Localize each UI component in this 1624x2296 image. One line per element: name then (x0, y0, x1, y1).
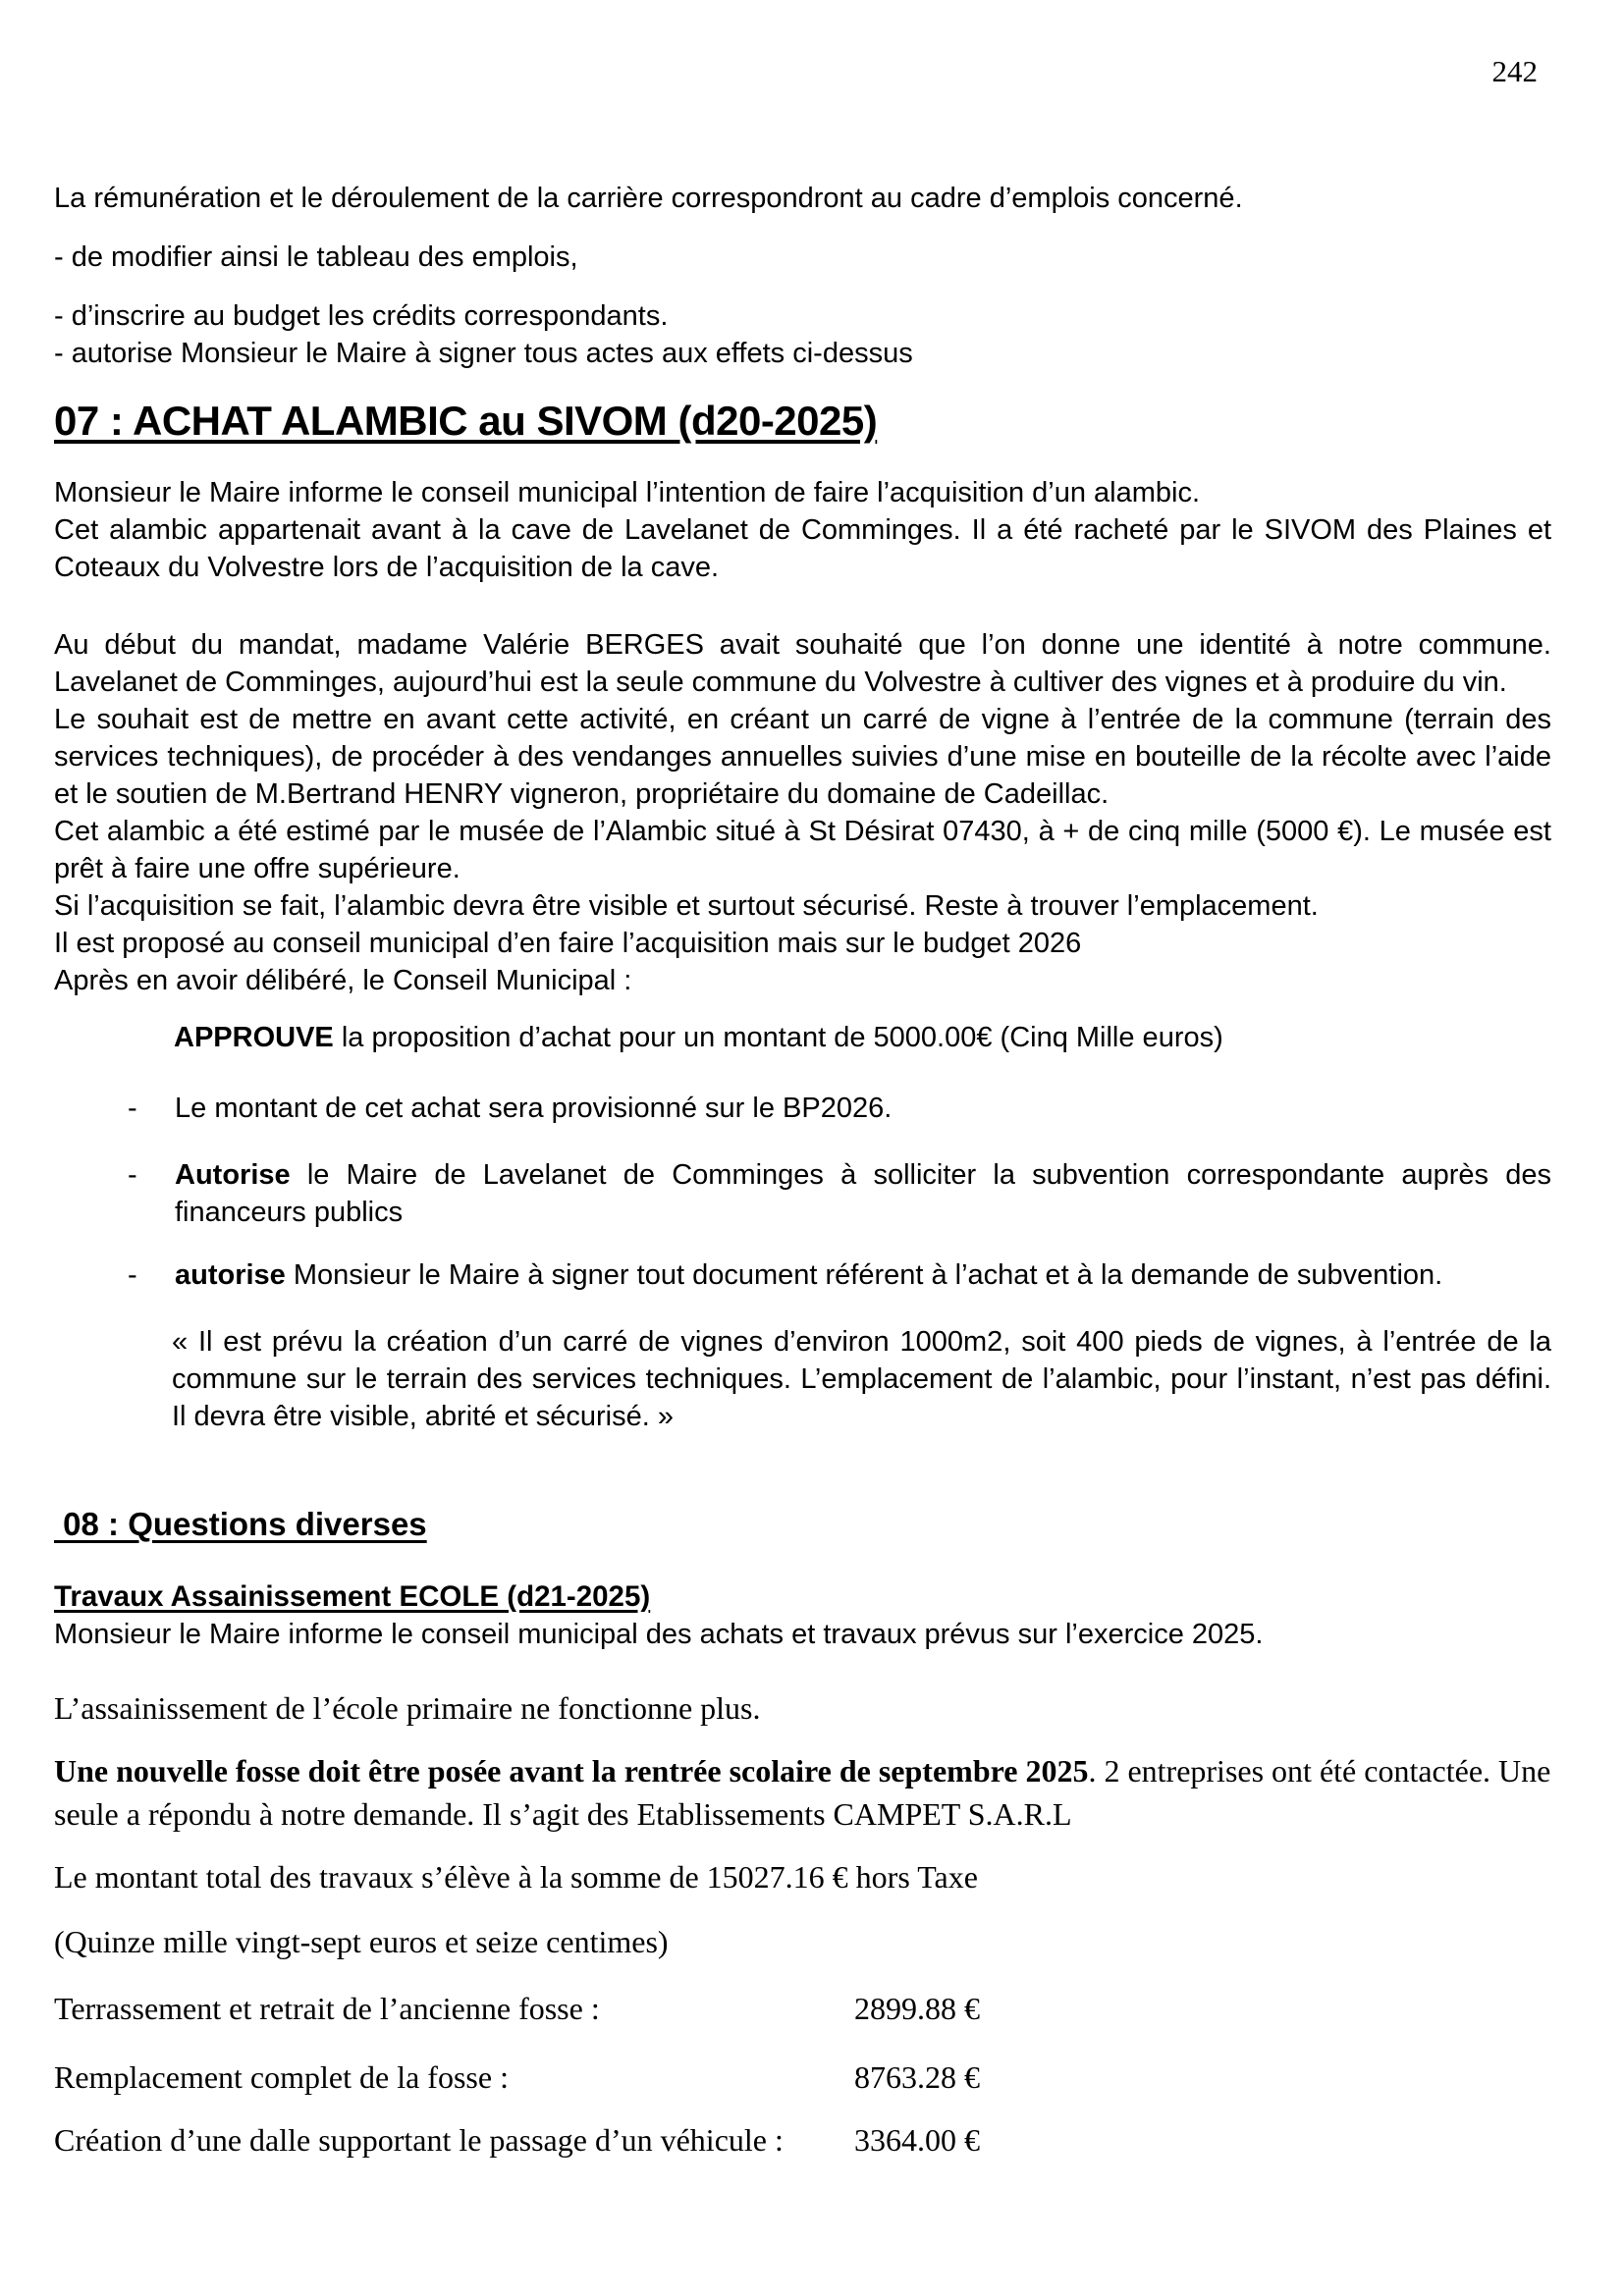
section-07-paragraph-6: Si l’acquisition se fait, l’alambic devra être visible et surtout sécurisé. Reste à trouver l’emplacement. (54, 890, 1319, 922)
intro-line-1: La rémunération et le déroulement de la carrière correspondront au cadre d’emplois concerné. (54, 183, 1243, 214)
bullet-dash: - (128, 1159, 137, 1191)
intro-line-4: - autorise Monsieur le Maire à signer tous actes aux effets ci-dessus (54, 338, 913, 369)
deliberation-approve-line (174, 1019, 1551, 1056)
bullet-text (175, 1156, 1551, 1231)
bullet-item (54, 1090, 1551, 1127)
cost-amount: 2899.88 € (854, 1991, 980, 2026)
bullet-text (175, 1256, 1551, 1294)
cost-row (54, 1987, 1551, 2030)
approve-keyword: APPROUVE (174, 1022, 334, 1053)
cost-amount: 8763.28 € (854, 2059, 980, 2095)
bullet-rest: Le montant de cet achat sera provisionné sur le BP2026. (175, 1093, 893, 1124)
cost-label: Remplacement complet de la fosse : (54, 2059, 509, 2095)
bullet-text (175, 1090, 1551, 1127)
bullet-rest: le Maire de Lavelanet de Comminges à solliciter la subvention correspondante auprès des financeurs publics (175, 1159, 1551, 1228)
intro-line-3: - d’inscrire au budget les crédits correspondants. (54, 300, 669, 332)
travaux-paragraph-1: L’assainissement de l’école primaire ne fonctionne plus. (54, 1690, 761, 1726)
travaux-paragraph-2-bold: Une nouvelle fosse doit être posée avant la rentrée scolaire de septembre 2025 (54, 1753, 1089, 1789)
cost-row (54, 2056, 1551, 2099)
section-07-paragraph-7: Il est proposé au conseil municipal d’en faire l’acquisition mais sur le budget 2026 (54, 928, 1082, 959)
section-07-paragraph-1: Monsieur le Maire informe le conseil municipal l’intention de faire l’acquisition d’un alambic. (54, 477, 1201, 508)
vineyard-quote: « Il est prévu la création d’un carré de vignes d’environ 1000m2, soit 400 pieds de vignes, à l’entrée de la commune sur le terrain des services techniques. L’emplacement de l’alambic, pour l’instant, n’est pas défini. Il devra être visible, abrité et sécurisé. » (172, 1326, 1551, 1432)
travaux-paragraph-2-rest: . 2 entreprises ont été contactée. Une seule a répondu à notre demande. Il s’agit des Etablissements CAMPET S.A.R.L (54, 1753, 1551, 1832)
bullet-item (54, 1256, 1551, 1294)
section-07-paragraph-2: Cet alambic appartenait avant à la cave de Lavelanet de Comminges. Il a été racheté par le SIVOM des Plaines et Coteaux du Volvestre lors de l’acquisition de la cave. (54, 514, 1551, 583)
cost-amount: 3364.00 € (854, 2122, 980, 2158)
bullet-item (54, 1156, 1551, 1231)
bullet-dash: - (128, 1093, 137, 1124)
cost-label: Création d’une dalle supportant le passage d’un véhicule : (54, 2122, 784, 2158)
travaux-intro: Monsieur le Maire informe le conseil municipal des achats et travaux prévus sur l’exercice 2025. (54, 1619, 1264, 1650)
intro-line-2: - de modifier ainsi le tableau des emplois, (54, 241, 578, 273)
bullet-dash: - (128, 1259, 137, 1291)
bullet-bold: autorise (175, 1259, 286, 1291)
section-07-paragraph-3: Au début du mandat, madame Valérie BERGES avait souhaité que l’on donne une identité à notre commune. Lavelanet de Comminges, aujourd’hui est la seule commune du Volvestre à cultiver des vignes et à produire du vin. (54, 629, 1551, 698)
bullet-bold: Autorise (175, 1159, 291, 1191)
cost-row (54, 2118, 1551, 2162)
section-07-paragraph-5: Cet alambic a été estimé par le musée de l’Alambic situé à St Désirat 07430, à + de cinq mille (5000 €). Le musée est prêt à faire une offre supérieure. (54, 816, 1551, 884)
approve-text: la proposition d’achat pour un montant de 5000.00€ (Cinq Mille euros) (333, 1022, 1223, 1053)
bullet-rest: Monsieur le Maire à signer tout document référent à l’achat et à la demande de subvention. (285, 1259, 1443, 1291)
travaux-total-words: (Quinze mille vingt-sept euros et seize centimes) (54, 1924, 669, 1959)
travaux-paragraph-2 (54, 1749, 1551, 1836)
section-07-heading: 07 : ACHAT ALAMBIC au SIVOM (d20-2025) (54, 398, 878, 444)
cost-label: Terrassement et retrait de l’ancienne fosse : (54, 1991, 600, 2026)
page-number: 242 (1491, 54, 1538, 88)
section-07-paragraph-8: Après en avoir délibéré, le Conseil Municipal : (54, 965, 632, 996)
section-07-paragraph-4: Le souhait est de mettre en avant cette activité, en créant un carré de vigne à l’entrée de la commune (terrain des services techniques), de procéder à des vendanges annuelles suivies d’une mise en bouteille de la récolte avec l’aide et le soutien de M.Bertrand HENRY vigneron, propriétaire du domaine de Cadeillac. (54, 704, 1551, 810)
travaux-total-line: Le montant total des travaux s’élève à la somme de 15027.16 € hors Taxe (54, 1859, 978, 1895)
travaux-heading: Travaux Assainissement ECOLE (d21-2025) (54, 1580, 651, 1613)
section-08-heading: 08 : Questions diverses (54, 1506, 427, 1542)
